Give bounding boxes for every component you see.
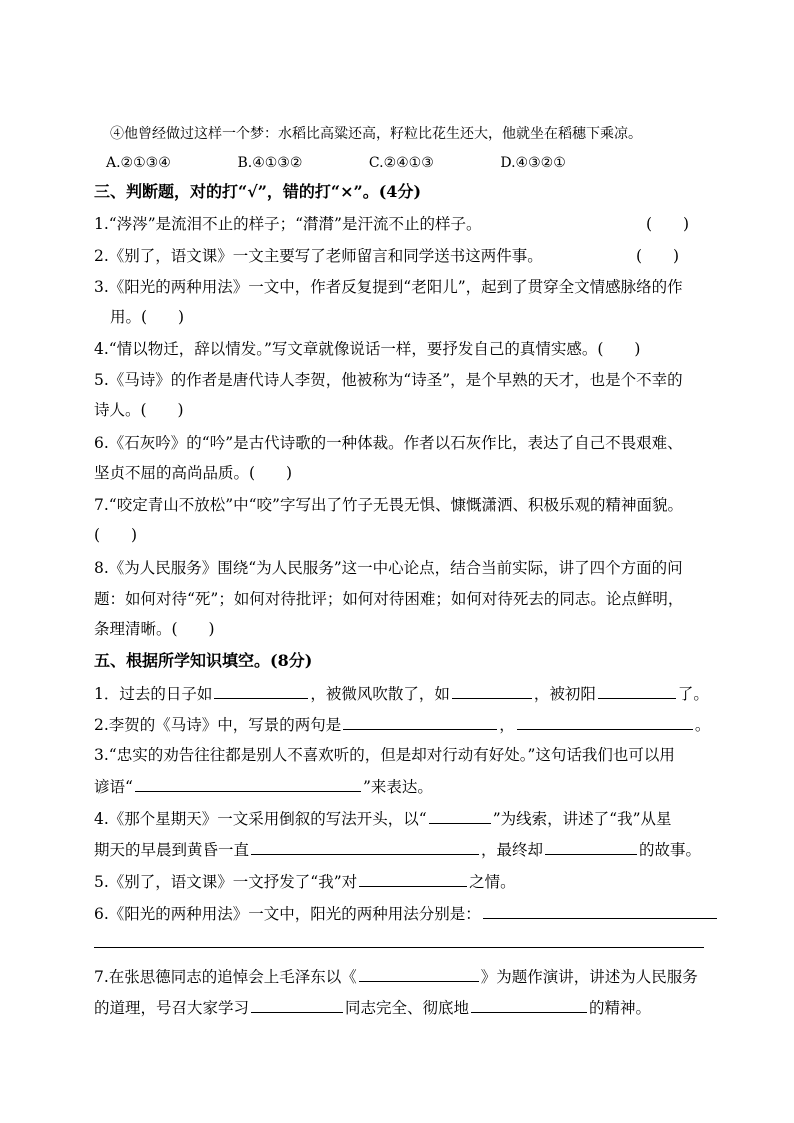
judge-item-2: 2.《别了，语文课》一文主要写了老师留言和同学送书这两件事。 ( ) bbox=[94, 247, 680, 265]
blank[interactable] bbox=[517, 713, 693, 730]
fill-item-4-line1: 4.《那个星期天》一文采用倒叙的写法开头，以“ ”为线索，讲述了“我”从星 bbox=[94, 807, 724, 830]
section-3-title: 三、判断题，对的打“√”，错的打“×”。(4分) bbox=[94, 182, 422, 201]
judge-item-3-line1: 3.《阳光的两种用法》一文中，作者反复提到“老阳儿”，起到了贯穿全文情感脉络的作 bbox=[94, 278, 683, 296]
judge-item-8-line1: 8.《为人民服务》围绕“为人民服务”这一中心论点，结合当前实际，讲了四个方面的问 bbox=[94, 559, 683, 577]
blank[interactable] bbox=[214, 682, 308, 699]
fill-item-1: 1．过去的日子如 ，被微风吹散了，如 ，被初阳 了。 bbox=[94, 682, 724, 705]
fill-item-2: 2.李贺的《马诗》中，写景的两句是 ， 。 bbox=[94, 713, 724, 736]
judge-item-8-line3: 条理清晰。( ) bbox=[94, 620, 215, 638]
option-a: A.②①③④ bbox=[106, 155, 171, 171]
section-5-title: 五、根据所学知识填空。(8分) bbox=[94, 651, 313, 670]
judge-item-7-line1: 7.“咬定青山不放松”中“咬”字写出了竹子无畏无惧、慷慨潇洒、积极乐观的精神面貌。 bbox=[94, 496, 683, 514]
judge-item-8-line2: 题：如何对待“死”；如何对待批评；如何对待困难；如何对待死去的同志。论点鲜明， bbox=[94, 590, 684, 608]
fill-item-6: 6.《阳光的两种用法》一文中，阳光的两种用法分别是： bbox=[94, 902, 724, 925]
sequence-item-4: ④他曾经做过这样一个梦：水稻比高粱还高，籽粒比花生还大，他就坐在稻穗下乘凉。 bbox=[110, 126, 642, 142]
sequence-options bbox=[106, 152, 736, 174]
blank[interactable] bbox=[429, 807, 491, 824]
fill-item-7-line2: 的道理，号召大家学习 同志完全、彻底地 的精神。 bbox=[94, 996, 724, 1019]
judge-item-5-line2: 诗人。( ) bbox=[94, 401, 184, 419]
blank[interactable] bbox=[471, 996, 587, 1013]
judge-item-6-line2: 坚贞不屈的高尚品质。( ) bbox=[94, 464, 293, 482]
answer-bracket[interactable]: ( ) bbox=[636, 247, 680, 265]
blank[interactable] bbox=[251, 996, 343, 1013]
blank[interactable] bbox=[343, 713, 497, 730]
judge-item-1: 1.“涔涔”是流泪不止的样子；“潸潸”是汗流不止的样子。 ( ) bbox=[94, 215, 690, 233]
blank[interactable] bbox=[359, 965, 479, 982]
blank[interactable] bbox=[598, 682, 676, 699]
answer-line[interactable] bbox=[94, 947, 704, 948]
blank[interactable] bbox=[135, 775, 361, 792]
fill-item-7-line1: 7.在张思德同志的追悼会上毛泽东以《 》为题作演讲，讲述为人民服务 bbox=[94, 965, 724, 988]
blank[interactable] bbox=[452, 682, 532, 699]
answer-bracket[interactable]: ( ) bbox=[646, 215, 690, 233]
option-b: B.④①③② bbox=[237, 155, 303, 171]
judge-item-4: 4.“情以物迁，辞以情发。”写文章就像说话一样，要抒发自己的真情实感。( ) bbox=[94, 340, 641, 358]
blank[interactable] bbox=[483, 902, 717, 919]
fill-item-3-line2: 谚语“ ”来表达。 bbox=[94, 775, 724, 798]
judge-item-3-line2: 用。( ) bbox=[110, 308, 185, 326]
blank[interactable] bbox=[359, 870, 467, 887]
judge-item-7-line2: ( ) bbox=[94, 526, 138, 544]
option-d: D.④③②① bbox=[500, 155, 566, 171]
fill-item-3-line1: 3.“忠实的劝告往往都是别人不喜欢听的，但是却对行动有好处。”这句话我们也可以用 bbox=[94, 746, 675, 764]
fill-item-5: 5.《别了，语文课》一文抒发了“我”对 之情。 bbox=[94, 870, 724, 893]
judge-item-5-line1: 5.《马诗》的作者是唐代诗人李贺，他被称为“诗圣”，是个早熟的天才，也是个不幸的 bbox=[94, 371, 683, 389]
judge-item-6-line1: 6.《石灰吟》的“吟”是古代诗歌的一种体裁。作者以石灰作比，表达了自己不畏艰难、 bbox=[94, 434, 683, 452]
blank[interactable] bbox=[251, 838, 479, 855]
option-c: C.②④①③ bbox=[368, 155, 434, 171]
blank[interactable] bbox=[545, 838, 637, 855]
fill-item-4-line2: 期天的早晨到黄昏一直 ，最终却 的故事。 bbox=[94, 838, 724, 861]
